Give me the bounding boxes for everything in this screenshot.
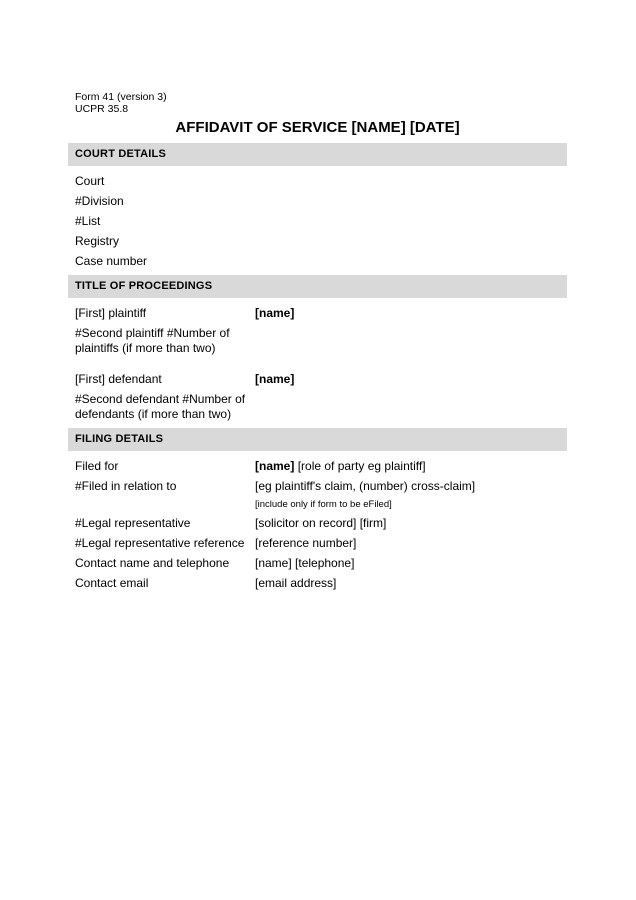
field-label-court: Court bbox=[75, 174, 105, 188]
field-row-second-defendant bbox=[75, 392, 567, 422]
form-number: Form 41 (version 3) bbox=[75, 91, 167, 103]
field-row-contact-email bbox=[75, 576, 567, 591]
filed-for-name: [name] bbox=[255, 459, 295, 473]
field-row-list bbox=[75, 214, 567, 229]
field-label-case-number: Case number bbox=[75, 254, 148, 268]
field-row-filed-for bbox=[75, 459, 567, 474]
field-row-first-defendant bbox=[75, 372, 567, 387]
field-value-legal-rep-reference: [reference number] bbox=[255, 536, 357, 550]
field-value-filed-for bbox=[255, 459, 567, 474]
field-row-legal-representative bbox=[75, 516, 567, 531]
field-label-second-defendant: #Second defendant #Number of defendants (if more than two) bbox=[75, 392, 246, 421]
section-filing-details bbox=[68, 428, 567, 591]
field-label-registry: Registry bbox=[75, 234, 120, 248]
field-row-case-number bbox=[75, 254, 567, 269]
field-value-legal-representative: [solicitor on record] [firm] bbox=[255, 516, 387, 530]
field-label-filed-in-relation: #Filed in relation to bbox=[75, 479, 177, 493]
field-label-legal-rep-reference: #Legal representative reference bbox=[75, 536, 245, 550]
field-row-filed-in-relation bbox=[75, 479, 567, 494]
field-label-list: #List bbox=[75, 214, 101, 228]
section-header-court-details: COURT DETAILS bbox=[68, 143, 567, 166]
section-header-filing-details: FILING DETAILS bbox=[68, 428, 567, 451]
field-row-court bbox=[75, 174, 567, 189]
field-label-first-plaintiff: [First] plaintiff bbox=[75, 306, 147, 320]
field-row-second-plaintiff bbox=[75, 326, 567, 356]
court-details-rows bbox=[68, 174, 567, 269]
field-row-division bbox=[75, 194, 567, 209]
field-value-filed-in-relation: [eg plaintiff's claim, (number) cross-claim] bbox=[255, 479, 476, 493]
document-title: AFFIDAVIT OF SERVICE [NAME] [DATE] bbox=[175, 119, 460, 136]
field-value-contact-name-telephone: [name] [telephone] bbox=[255, 556, 355, 570]
section-header-title-of-proceedings: TITLE OF PROCEEDINGS bbox=[68, 275, 567, 298]
field-value-contact-email: [email address] bbox=[255, 576, 337, 590]
field-note-efiled: [include only if form to be eFiled] bbox=[255, 499, 392, 510]
field-value-first-plaintiff: [name] bbox=[255, 306, 295, 320]
field-label-second-plaintiff: #Second plaintiff #Number of plaintiffs (if more than two) bbox=[75, 326, 230, 355]
field-value-first-defendant: [name] bbox=[255, 372, 295, 386]
rule-reference: UCPR 35.8 bbox=[75, 102, 129, 115]
field-label-division: #Division bbox=[75, 194, 124, 208]
field-label-contact-name-telephone: Contact name and telephone bbox=[75, 556, 230, 570]
blank-row bbox=[75, 356, 567, 367]
field-label-filed-for: Filed for bbox=[75, 459, 119, 473]
section-court-details bbox=[68, 143, 567, 269]
section-title-of-proceedings bbox=[68, 275, 567, 422]
form-content bbox=[68, 92, 567, 592]
field-row-legal-rep-reference bbox=[75, 536, 567, 551]
field-label-legal-representative: #Legal representative bbox=[75, 516, 191, 530]
form-reference bbox=[68, 92, 567, 115]
field-row-contact-name-telephone bbox=[75, 556, 567, 571]
field-row-registry bbox=[75, 234, 567, 249]
filing-details-rows bbox=[68, 459, 567, 591]
field-row-efiled-note bbox=[75, 499, 567, 511]
field-label-contact-email: Contact email bbox=[75, 576, 149, 590]
field-row-first-plaintiff bbox=[75, 306, 567, 321]
filed-for-role: [role of party eg plaintiff] bbox=[297, 459, 426, 473]
field-label-first-defendant: [First] defendant bbox=[75, 372, 162, 386]
title-of-proceedings-rows bbox=[68, 306, 567, 422]
